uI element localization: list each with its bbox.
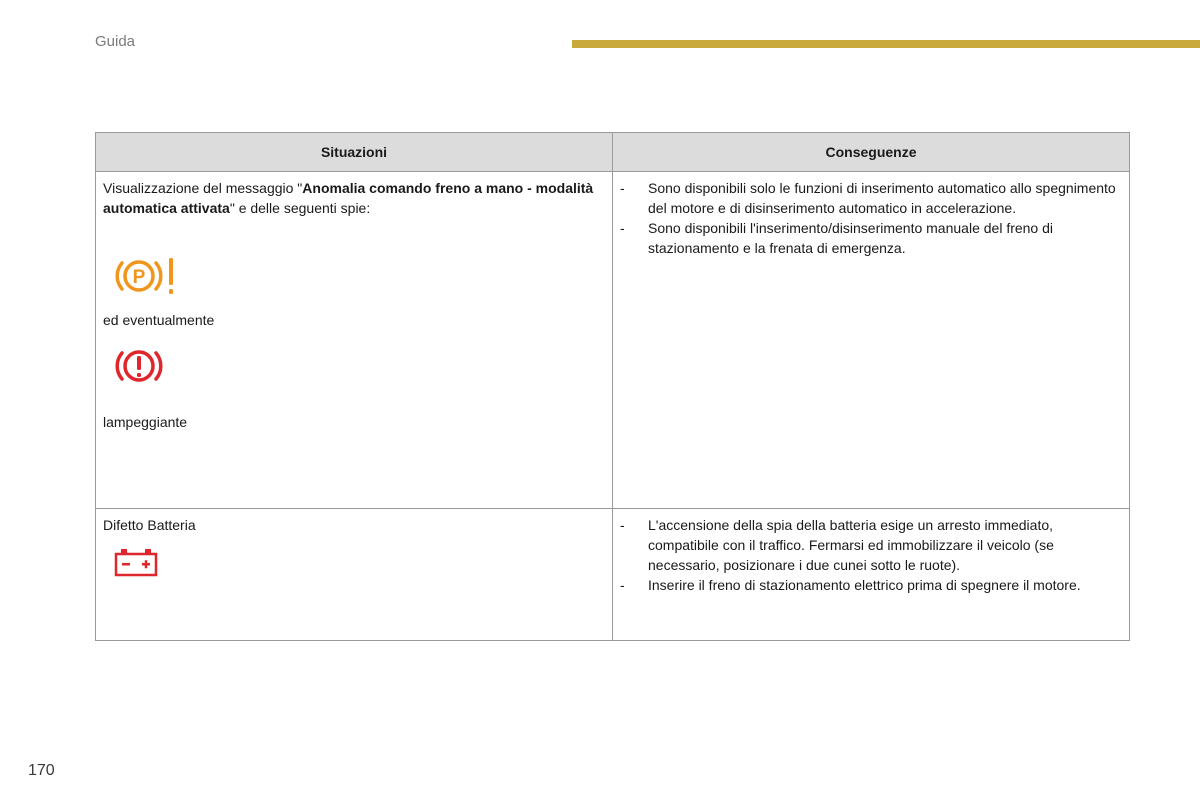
situation-text-end: " e delle seguenti spie: bbox=[229, 200, 371, 216]
bullet-dash: - bbox=[620, 577, 625, 593]
svg-text:P: P bbox=[132, 267, 146, 288]
situation-middle-text: ed eventualmente bbox=[103, 312, 215, 328]
header-accent-bar bbox=[572, 40, 1200, 48]
battery-warning-icon bbox=[113, 545, 163, 581]
parking-brake-warning-icon bbox=[113, 254, 185, 298]
situation-cell bbox=[96, 509, 613, 641]
consequences-list bbox=[620, 515, 1122, 595]
consequences-cell bbox=[613, 509, 1130, 641]
icon-container bbox=[103, 254, 605, 304]
list-item bbox=[620, 515, 1122, 575]
section-title: Guida bbox=[95, 33, 136, 50]
table-row bbox=[96, 509, 1130, 641]
consequence-text: L'accensione della spia della batteria esige un arresto immediato, compatibile con il traffico. Fermarsi ed immobilizzare il veicolo (se necessario, posizionare i due cunei sotto le ruote). bbox=[648, 517, 1054, 573]
icon-container bbox=[103, 545, 605, 585]
bullet-dash: - bbox=[620, 220, 625, 236]
list-item bbox=[620, 218, 1122, 258]
consequence-text: Sono disponibili l'inserimento/disinserimento manuale del freno di stazionamento e la frenata di emergenza. bbox=[648, 220, 1054, 256]
brake-warning-icon bbox=[113, 344, 169, 388]
situation-description: Difetto Batteria bbox=[103, 517, 196, 533]
bullet-dash: - bbox=[620, 180, 625, 196]
consequence-text: Inserire il freno di stazionamento elettrico prima di spegnere il motore. bbox=[648, 577, 1081, 593]
situations-table bbox=[95, 132, 1130, 641]
warning-message-text: Anomalia comando freno a mano - modalità automatica attivata bbox=[103, 180, 594, 216]
page-number: 170 bbox=[28, 762, 55, 779]
table-row bbox=[96, 172, 1130, 509]
situation-cell bbox=[96, 172, 613, 509]
bullet-dash: - bbox=[620, 517, 625, 533]
consequence-text: Sono disponibili solo le funzioni di inserimento automatico allo spegnimento del motore e di disinserimento automatico in accelerazione. bbox=[648, 180, 1116, 216]
column-header-situations: Situazioni bbox=[96, 133, 613, 172]
situation-description bbox=[103, 178, 605, 218]
consequences-cell bbox=[613, 172, 1130, 509]
icon-container bbox=[103, 344, 605, 394]
list-item bbox=[620, 178, 1122, 218]
table-header-row bbox=[96, 133, 1130, 172]
situation-text: Visualizzazione del messaggio " bbox=[103, 180, 303, 196]
consequences-list bbox=[620, 178, 1122, 258]
list-item bbox=[620, 575, 1122, 595]
column-header-consequences: Conseguenze bbox=[613, 133, 1130, 172]
situation-tail-text: lampeggiante bbox=[103, 414, 188, 430]
